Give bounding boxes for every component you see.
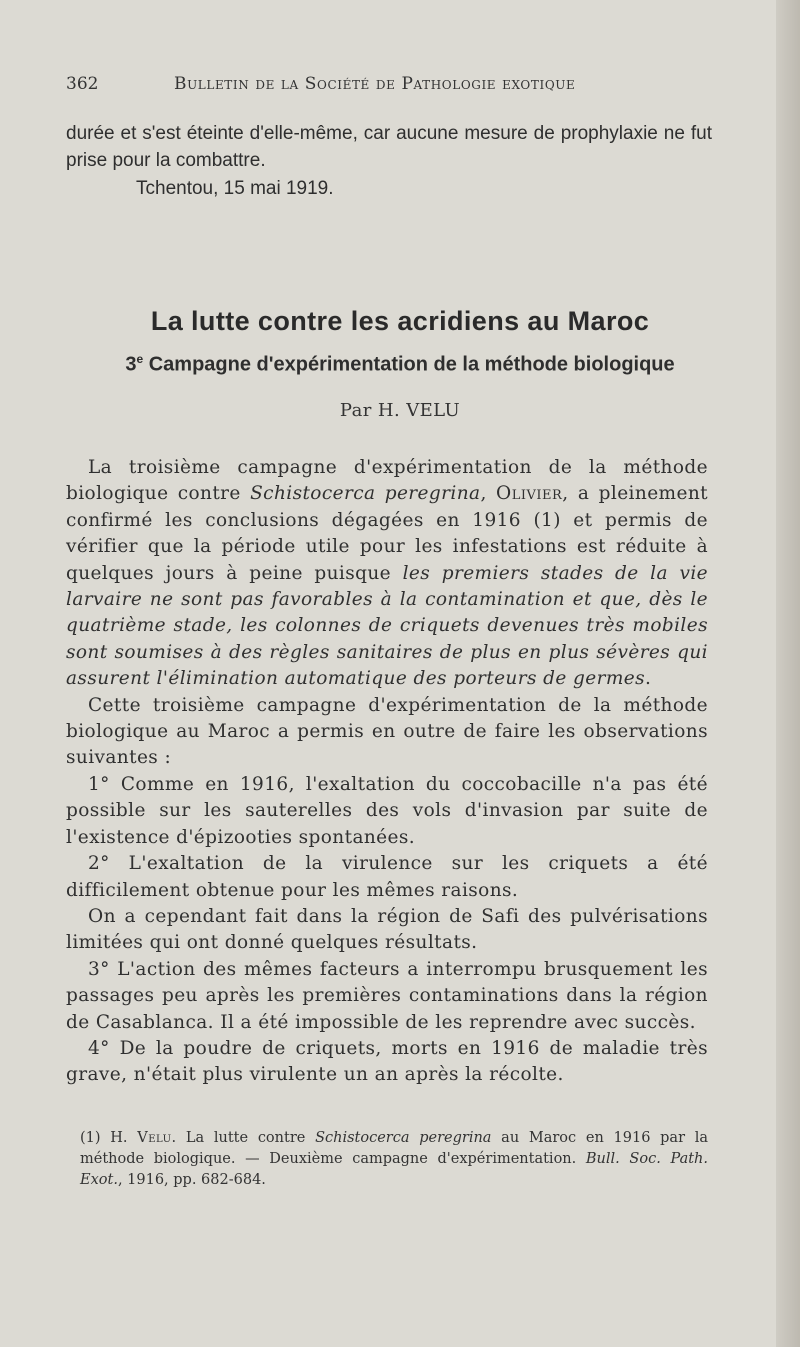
p1-text-b: , <box>480 483 497 505</box>
p1-species: Schistocerca peregrina <box>250 483 481 505</box>
paragraph-3: 1° Comme en 1916, l'exaltation du coccobacille n'a pas été possible sur les sauterelles des vols d'invasion par suite de l'existence d'épizooties spontanées. <box>66 773 708 848</box>
article-body <box>66 455 708 1089</box>
page-number: 362 <box>66 74 99 94</box>
fn-text-d: , 1916, pp. 682-684. <box>117 1172 266 1188</box>
p1-italic-passage: les premiers stades de la vie larvaire ne sont pas favorables à la contamination et que, dès le quatrième stade, les colonnes de criquets devenues très mobiles sont soumises à des règles sanitaires de plus en plus sévères qui assurent l'élimination automatique des porteurs de germes <box>66 562 708 690</box>
paragraph-7: 4° De la poudre de criquets, morts en 1916 de maladie très grave, n'était plus virulente un an après la récolte. <box>66 1037 708 1086</box>
article-title: La lutte contre les acridiens au Maroc <box>150 306 650 336</box>
fn-text-c: au Maroc en 1916 par la méthode biologique. — Deuxième campagne d'expérimentation. <box>80 1130 709 1167</box>
paragraph-4: 2° L'exaltation de la virulence sur les criquets a été difficilement obtenue pour les mêmes raisons. <box>66 853 708 901</box>
closing-paragraph: durée et s'est éteinte d'elle-même, car aucune mesure de prophylaxie ne fut prise pour la combattre. <box>66 123 712 171</box>
fn-text-b: . La lutte contre <box>171 1130 316 1146</box>
fn-journal: Bull. Soc. Path. Exot. <box>80 1151 709 1188</box>
p1-text-c: , a pleinement confirmé les conclusions dégagées en 1916 (1) et permis de vérifier que la période utile pour les infestations est réduite à quelques jours à peine puisque <box>66 483 708 584</box>
previous-article-end <box>66 121 712 203</box>
closing-signature: Tchentou, 15 mai 1919. <box>136 178 334 199</box>
article-subtitle <box>60 352 740 377</box>
running-title: Bulletin de la Société de Pathologie exotique <box>174 74 576 94</box>
fn-author: Velu <box>137 1130 172 1146</box>
byline: Par H. VELU <box>339 400 461 421</box>
p1-text-a: La troisième campagne d'expérimentation de la méthode biologique contre <box>66 457 708 505</box>
fn-species: Schistocerca peregrina <box>315 1130 492 1146</box>
subtitle-text: Campagne d'expérimentation de la méthode biologique <box>143 353 675 376</box>
fn-text-a: (1) H. <box>80 1130 138 1146</box>
running-header <box>66 74 706 100</box>
paragraph-5: On a cependant fait dans la région de Safi des pulvérisations limitées qui ont donné quelques résultats. <box>66 905 708 954</box>
subtitle-ordinal-suffix: e <box>136 352 144 366</box>
page-edge <box>776 0 800 1347</box>
footnote-1 <box>80 1128 708 1191</box>
footnote <box>80 1128 708 1191</box>
paragraph-2: Cette troisième campagne d'expérimentation de la méthode biologique au Maroc a permis en outre de faire les observations suivantes : <box>66 694 708 769</box>
paragraph-6: 3° L'action des mêmes facteurs a interrompu brusquement les passages peu après les premières contaminations dans la région de Casablanca. Il a été impossible de les reprendre avec succès. <box>66 958 708 1033</box>
paragraph-1 <box>66 455 708 693</box>
p1-text-d: . <box>645 668 652 690</box>
subtitle-ordinal: 3 <box>125 353 137 376</box>
p1-author: Olivier <box>496 483 563 505</box>
